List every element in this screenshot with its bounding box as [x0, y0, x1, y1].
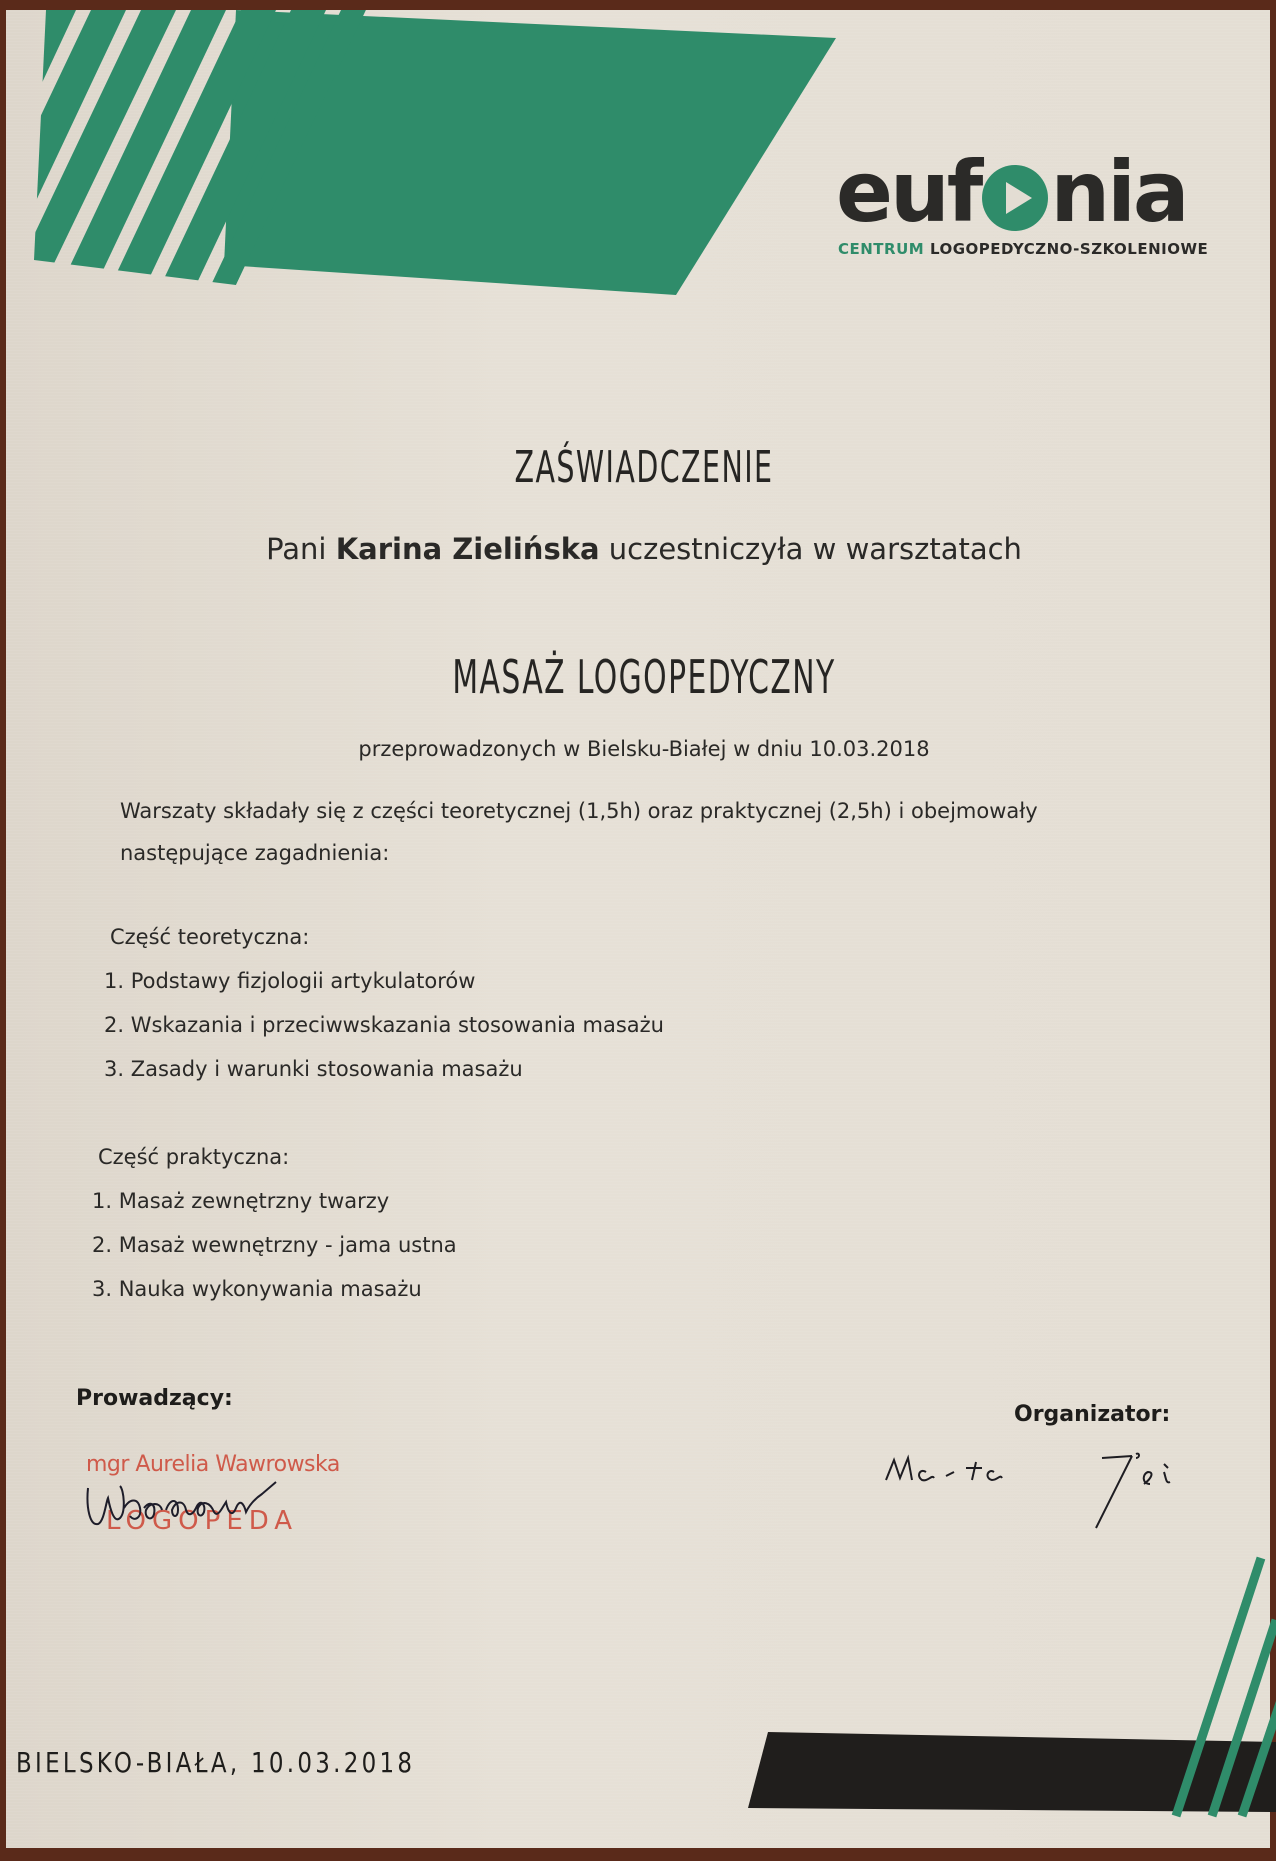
participant-line: [6, 532, 1276, 566]
list-item: 3. Nauka wykonywania masażu: [92, 1277, 422, 1301]
section-title: Część praktyczna:: [98, 1145, 290, 1169]
play-circle-icon: [982, 165, 1048, 231]
workshop-description: Warszaty składały się z części teoretycznej (1,5h) oraz praktycznej (2,5h) i obejmowały następujące zagadnienia:: [120, 799, 1038, 865]
logo-wordmark: [836, 143, 1208, 241]
list-item: 2. Wskazania i przeciwwskazania stosowania masażu: [104, 1013, 664, 1037]
list-item: 1. Masaż zewnętrzny twarzy: [92, 1189, 390, 1213]
list-item: 2. Masaż wewnętrzny - jama ustna: [92, 1233, 457, 1257]
list-item: 3. Zasady i warunki stosowania masażu: [104, 1057, 523, 1081]
logo-subtitle-accent: CENTRUM: [838, 240, 925, 258]
certificate-heading: ZAŚWIADCZENIE: [514, 442, 774, 493]
certificate-page: [6, 10, 1270, 1848]
logo-text-start: euf: [836, 143, 981, 241]
logo-subtitle: [838, 240, 1208, 258]
instructor-signature: [80, 1468, 350, 1538]
organizer-signature: [882, 1450, 1222, 1540]
intro-suffix: uczestniczyła w warsztatach: [608, 532, 1022, 566]
theory-section: [104, 915, 664, 1091]
eufonia-logo: [836, 143, 1209, 258]
list-item: 1. Podstawy fizjologii artykulatorów: [104, 969, 476, 993]
logo-subtitle-rest: LOGOPEDYCZNO-SZKOLENIOWE: [929, 240, 1209, 258]
organizer-label: Organizator:: [1014, 1402, 1171, 1427]
section-title: Część teoretyczna:: [110, 925, 310, 949]
footer-place-date: BIELSKO-BIAŁA, 10.03.2018: [16, 1746, 416, 1779]
logo-text-end: nia: [1050, 143, 1187, 241]
green-stripes-decoration: [6, 10, 866, 310]
instructor-label: Prowadzący:: [76, 1386, 233, 1411]
workshop-title: MASAŻ LOGOPEDYCZNY: [452, 650, 836, 704]
practice-section: [92, 1135, 457, 1311]
intro-prefix: Pani: [266, 532, 327, 566]
participant-name: Karina Zielińska: [335, 532, 600, 566]
location-date-line: przeprowadzonych w Bielsku-Białej w dniu 10.03.2018: [358, 737, 930, 761]
instructor-stamp-name: mgr Aurelia Wawrowska: [86, 1452, 340, 1477]
instructor-stamp-role: LOGOPEDA: [106, 1506, 299, 1536]
